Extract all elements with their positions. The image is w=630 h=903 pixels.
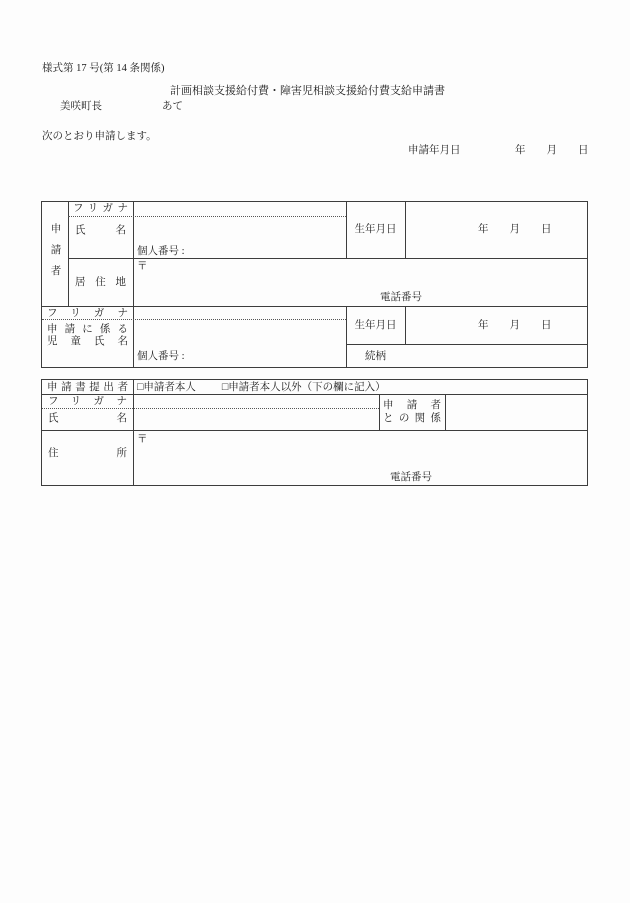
applicant-name-label: 氏名 bbox=[75, 225, 126, 236]
submitter-relation-label bbox=[379, 394, 445, 430]
child-birthdate-value bbox=[478, 320, 552, 331]
submitter-postal-mark: 〒 bbox=[137, 434, 148, 445]
child-label-line1: 申請に係る bbox=[47, 324, 128, 335]
child-personal-number-label: 個人番号 : bbox=[137, 351, 185, 362]
applicant-postal-mark: 〒 bbox=[137, 261, 148, 272]
application-date-value bbox=[515, 145, 589, 156]
grid-line bbox=[68, 202, 69, 306]
submitter-checkbox-other bbox=[222, 382, 386, 393]
addressee-name: 美咲町長 bbox=[60, 101, 102, 112]
submitter-furigana-label: フリガナ bbox=[48, 396, 127, 407]
furigana-rule-dotted bbox=[42, 408, 379, 409]
child-birthdate-label: 生年月日 bbox=[354, 320, 397, 331]
grid-line bbox=[346, 344, 587, 345]
grid-line bbox=[133, 380, 134, 485]
form-title: 計画相談支援給付費・障害児相談支援給付費支給申請書 bbox=[170, 85, 445, 97]
furigana-rule-dotted bbox=[68, 216, 346, 217]
submitter-address-label: 住所 bbox=[48, 448, 127, 459]
grid-line bbox=[68, 258, 587, 259]
applicant-group-label: 申請者 bbox=[49, 222, 61, 286]
date-day-label: 日 bbox=[578, 145, 589, 156]
date-month-label: 月 bbox=[509, 224, 520, 235]
submitter-checkbox-other-label: 申請者本人以外（下の欄に記入） bbox=[228, 382, 386, 393]
child-relation-label: 続柄 bbox=[365, 351, 386, 362]
date-year-label: 年 bbox=[515, 145, 526, 156]
submitter-phone-label: 電話番号 bbox=[390, 472, 432, 483]
grid-line bbox=[133, 202, 134, 367]
applicant-group-cell bbox=[42, 202, 68, 306]
child-label-line2: 児童氏名 bbox=[47, 336, 128, 347]
applicant-phone-label: 電話番号 bbox=[380, 292, 422, 303]
checkbox-icon: □ bbox=[221, 382, 229, 393]
addressee-suffix: あて bbox=[162, 101, 183, 112]
applicant-furigana-label: フリガナ bbox=[73, 203, 128, 214]
grid-line bbox=[445, 394, 446, 430]
date-year-label: 年 bbox=[478, 224, 489, 235]
applicant-personal-number-label: 個人番号 : bbox=[137, 246, 185, 257]
submitter-row-label: 申請書提出者 bbox=[47, 382, 128, 393]
date-year-label: 年 bbox=[478, 320, 489, 331]
grid-line bbox=[405, 202, 406, 258]
date-month-label: 月 bbox=[509, 320, 520, 331]
applicant-birthdate-value bbox=[478, 224, 552, 235]
grid-line bbox=[42, 394, 587, 395]
applicant-birthdate-label: 生年月日 bbox=[354, 224, 397, 235]
grid-line bbox=[42, 430, 587, 431]
submitter-options bbox=[137, 382, 386, 393]
submitter-relation-line1: 申請者 bbox=[383, 400, 441, 411]
submitter-checkbox-self bbox=[137, 382, 196, 393]
grid-line bbox=[405, 306, 406, 344]
child-furigana-label: フリガナ bbox=[47, 308, 128, 319]
submitter-checkbox-self-label: 申請者本人 bbox=[143, 382, 196, 393]
date-day-label: 日 bbox=[541, 224, 552, 235]
applicant-residence-label: 居住地 bbox=[75, 277, 126, 288]
form-number: 様式第 17 号(第 14 条関係) bbox=[42, 63, 165, 74]
application-date-label: 申請年月日 bbox=[408, 145, 461, 156]
submitter-name-label: 氏名 bbox=[48, 413, 127, 424]
submitter-relation-line2: との関係 bbox=[383, 413, 441, 424]
grid-line bbox=[42, 306, 587, 307]
date-month-label: 月 bbox=[546, 145, 557, 156]
checkbox-icon: □ bbox=[137, 382, 144, 393]
furigana-rule-dotted bbox=[42, 319, 346, 320]
intro-text: 次のとおり申請します。 bbox=[42, 131, 157, 142]
date-day-label: 日 bbox=[541, 320, 552, 331]
